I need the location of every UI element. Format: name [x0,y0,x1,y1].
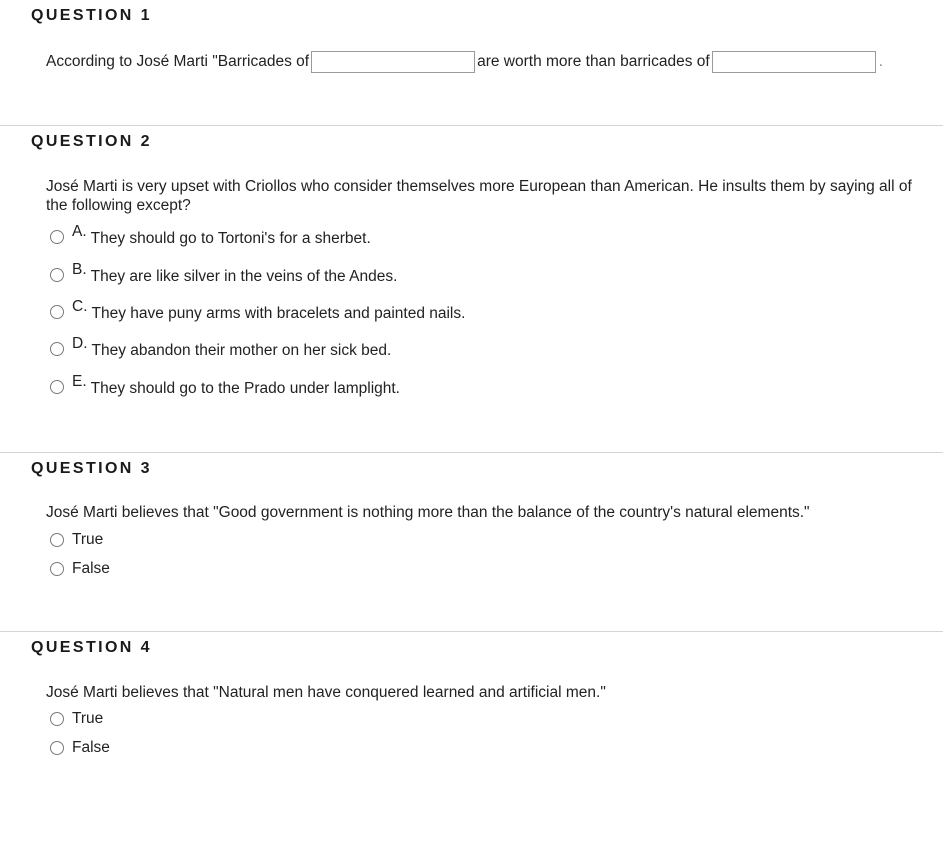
option-text: True [72,531,104,548]
blank-2-input[interactable] [712,51,876,73]
question-text-part2: are worth more than barricades of [477,53,710,70]
question-2 [0,126,943,453]
option-text: They should go to Tortoni's for a sherbet. [90,230,371,247]
answer-option-d[interactable] [50,335,392,360]
radio-button[interactable] [50,562,64,576]
option-text: They should go to the Prado under lamplight. [90,380,400,397]
option-letter: A. [72,223,87,240]
option-letter: C. [72,298,88,315]
answer-option-e[interactable] [50,373,400,398]
question-text-end: . [878,53,884,70]
answer-option-false[interactable] [50,737,110,759]
question-4 [0,632,943,857]
question-header: QUESTION 2 [31,133,152,150]
question-header: QUESTION 3 [31,460,152,477]
question-header: QUESTION 1 [31,7,152,24]
option-text: True [72,710,104,727]
radio-button[interactable] [50,230,64,244]
option-text: False [72,739,110,756]
option-letter: D. [72,335,88,352]
answer-option-b[interactable] [50,261,398,286]
question-text: José Marti believes that "Good government is nothing more than the balance of the country's natural elements." [46,504,810,521]
question-text: José Marti believes that "Natural men have conquered learned and artificial men." [46,684,606,701]
radio-button[interactable] [50,342,64,356]
question-3 [0,453,943,632]
option-text: They have puny arms with bracelets and painted nails. [91,305,466,322]
radio-button[interactable] [50,533,64,547]
option-letter: E. [72,373,87,390]
answer-option-c[interactable] [50,298,466,323]
question-text: José Marti is very upset with Criollos who consider themselves more European than American. He insults them by saying all of the following except? [46,178,912,214]
answer-option-true[interactable] [50,708,103,730]
option-text: They are like silver in the veins of the Andes. [90,268,398,285]
blank-1-input[interactable] [311,51,475,73]
radio-button[interactable] [50,268,64,282]
option-text: False [72,560,110,577]
question-header: QUESTION 4 [31,639,152,656]
radio-button[interactable] [50,712,64,726]
radio-button[interactable] [50,305,64,319]
option-text: They abandon their mother on her sick bed. [91,342,392,359]
answer-option-false[interactable] [50,558,110,580]
question-1 [0,0,943,126]
answer-option-a[interactable] [50,223,371,248]
option-letter: B. [72,261,87,278]
radio-button[interactable] [50,741,64,755]
fill-in-blank-question [46,49,883,75]
answer-option-true[interactable] [50,529,103,551]
question-text-part1: According to José Marti "Barricades of [46,53,310,70]
radio-button[interactable] [50,380,64,394]
